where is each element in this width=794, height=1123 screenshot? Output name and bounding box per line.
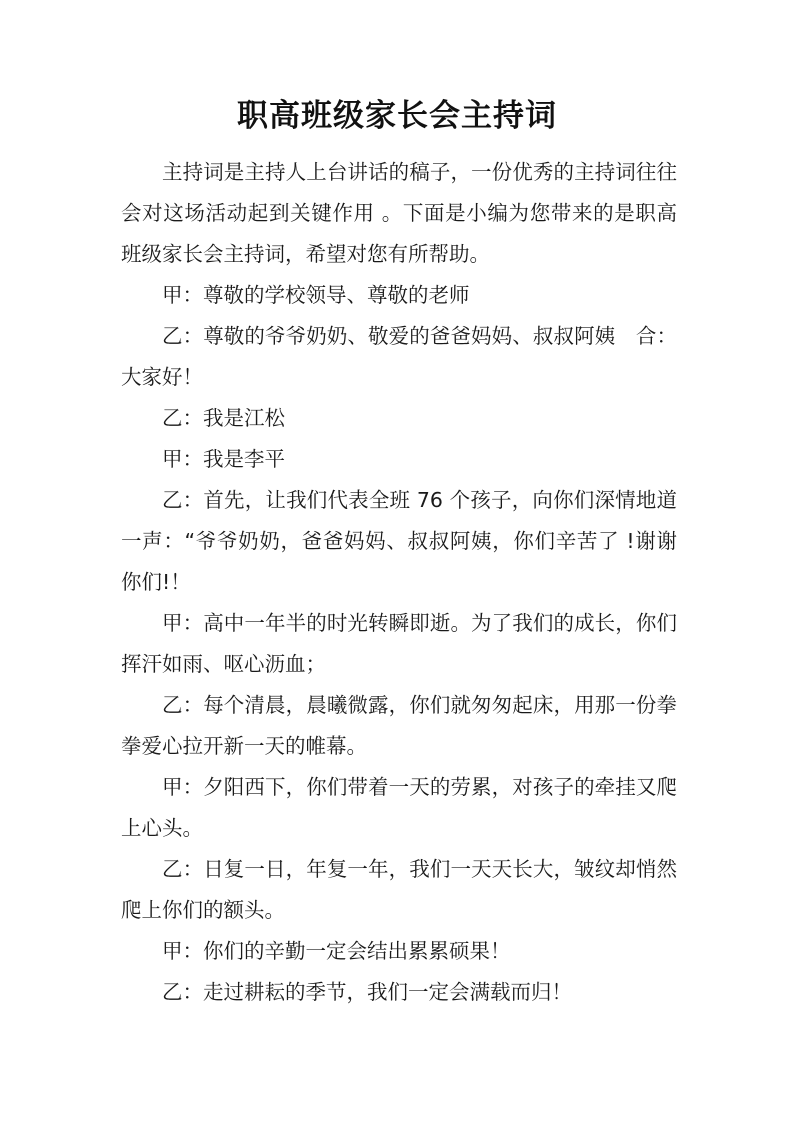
document-body: [121, 152, 677, 1013]
paragraph-line: 甲：尊敬的学校领导、尊敬的老师: [162, 283, 470, 307]
paragraph-intro: 主持词是主持人上台讲话的稿子，一份优秀的主持词往往会对这场活动起到关键作用 。下面是小编为您带来的是职高班级家长会主持词，希望对您有所帮助。: [121, 160, 677, 266]
paragraph-line: 甲：你们的辛勤一定会结出累累硕果！: [162, 939, 511, 963]
paragraph-line: 乙：走过耕耘的季节，我们一定会满载而归！: [162, 980, 572, 1004]
paragraph-line: 乙：我是江松: [162, 406, 285, 430]
paragraph-line: 乙：尊敬的爷爷奶奶、敬爱的爸爸妈妈、叔叔阿姨 合：大家好！: [121, 324, 677, 389]
paragraph-line: 乙：首先，让我们代表全班 76 个孩子，向你们深情地道一声：“爷爷奶奶，爸爸妈妈、叔叔阿姨，你们辛苦了 !谢谢你们!！: [121, 488, 677, 594]
paragraph-line: 甲：我是李平: [162, 447, 285, 471]
paragraph-line: 甲：高中一年半的时光转瞬即逝。为了我们的成长，你们挥汗如雨、呕心沥血；: [121, 611, 677, 676]
paragraph-line: 乙：每个清晨，晨曦微露，你们就匆匆起床，用那一份拳拳爱心拉开新一天的帷幕。: [121, 693, 677, 758]
paragraph-line: 乙：日复一日，年复一年，我们一天天长大，皱纹却悄然爬上你们的额头。: [121, 857, 677, 922]
document-title: 职高班级家长会主持词: [237, 98, 557, 134]
paragraph-line: 甲：夕阳西下，你们带着一天的劳累，对孩子的牵挂又爬上心头。: [121, 775, 677, 840]
